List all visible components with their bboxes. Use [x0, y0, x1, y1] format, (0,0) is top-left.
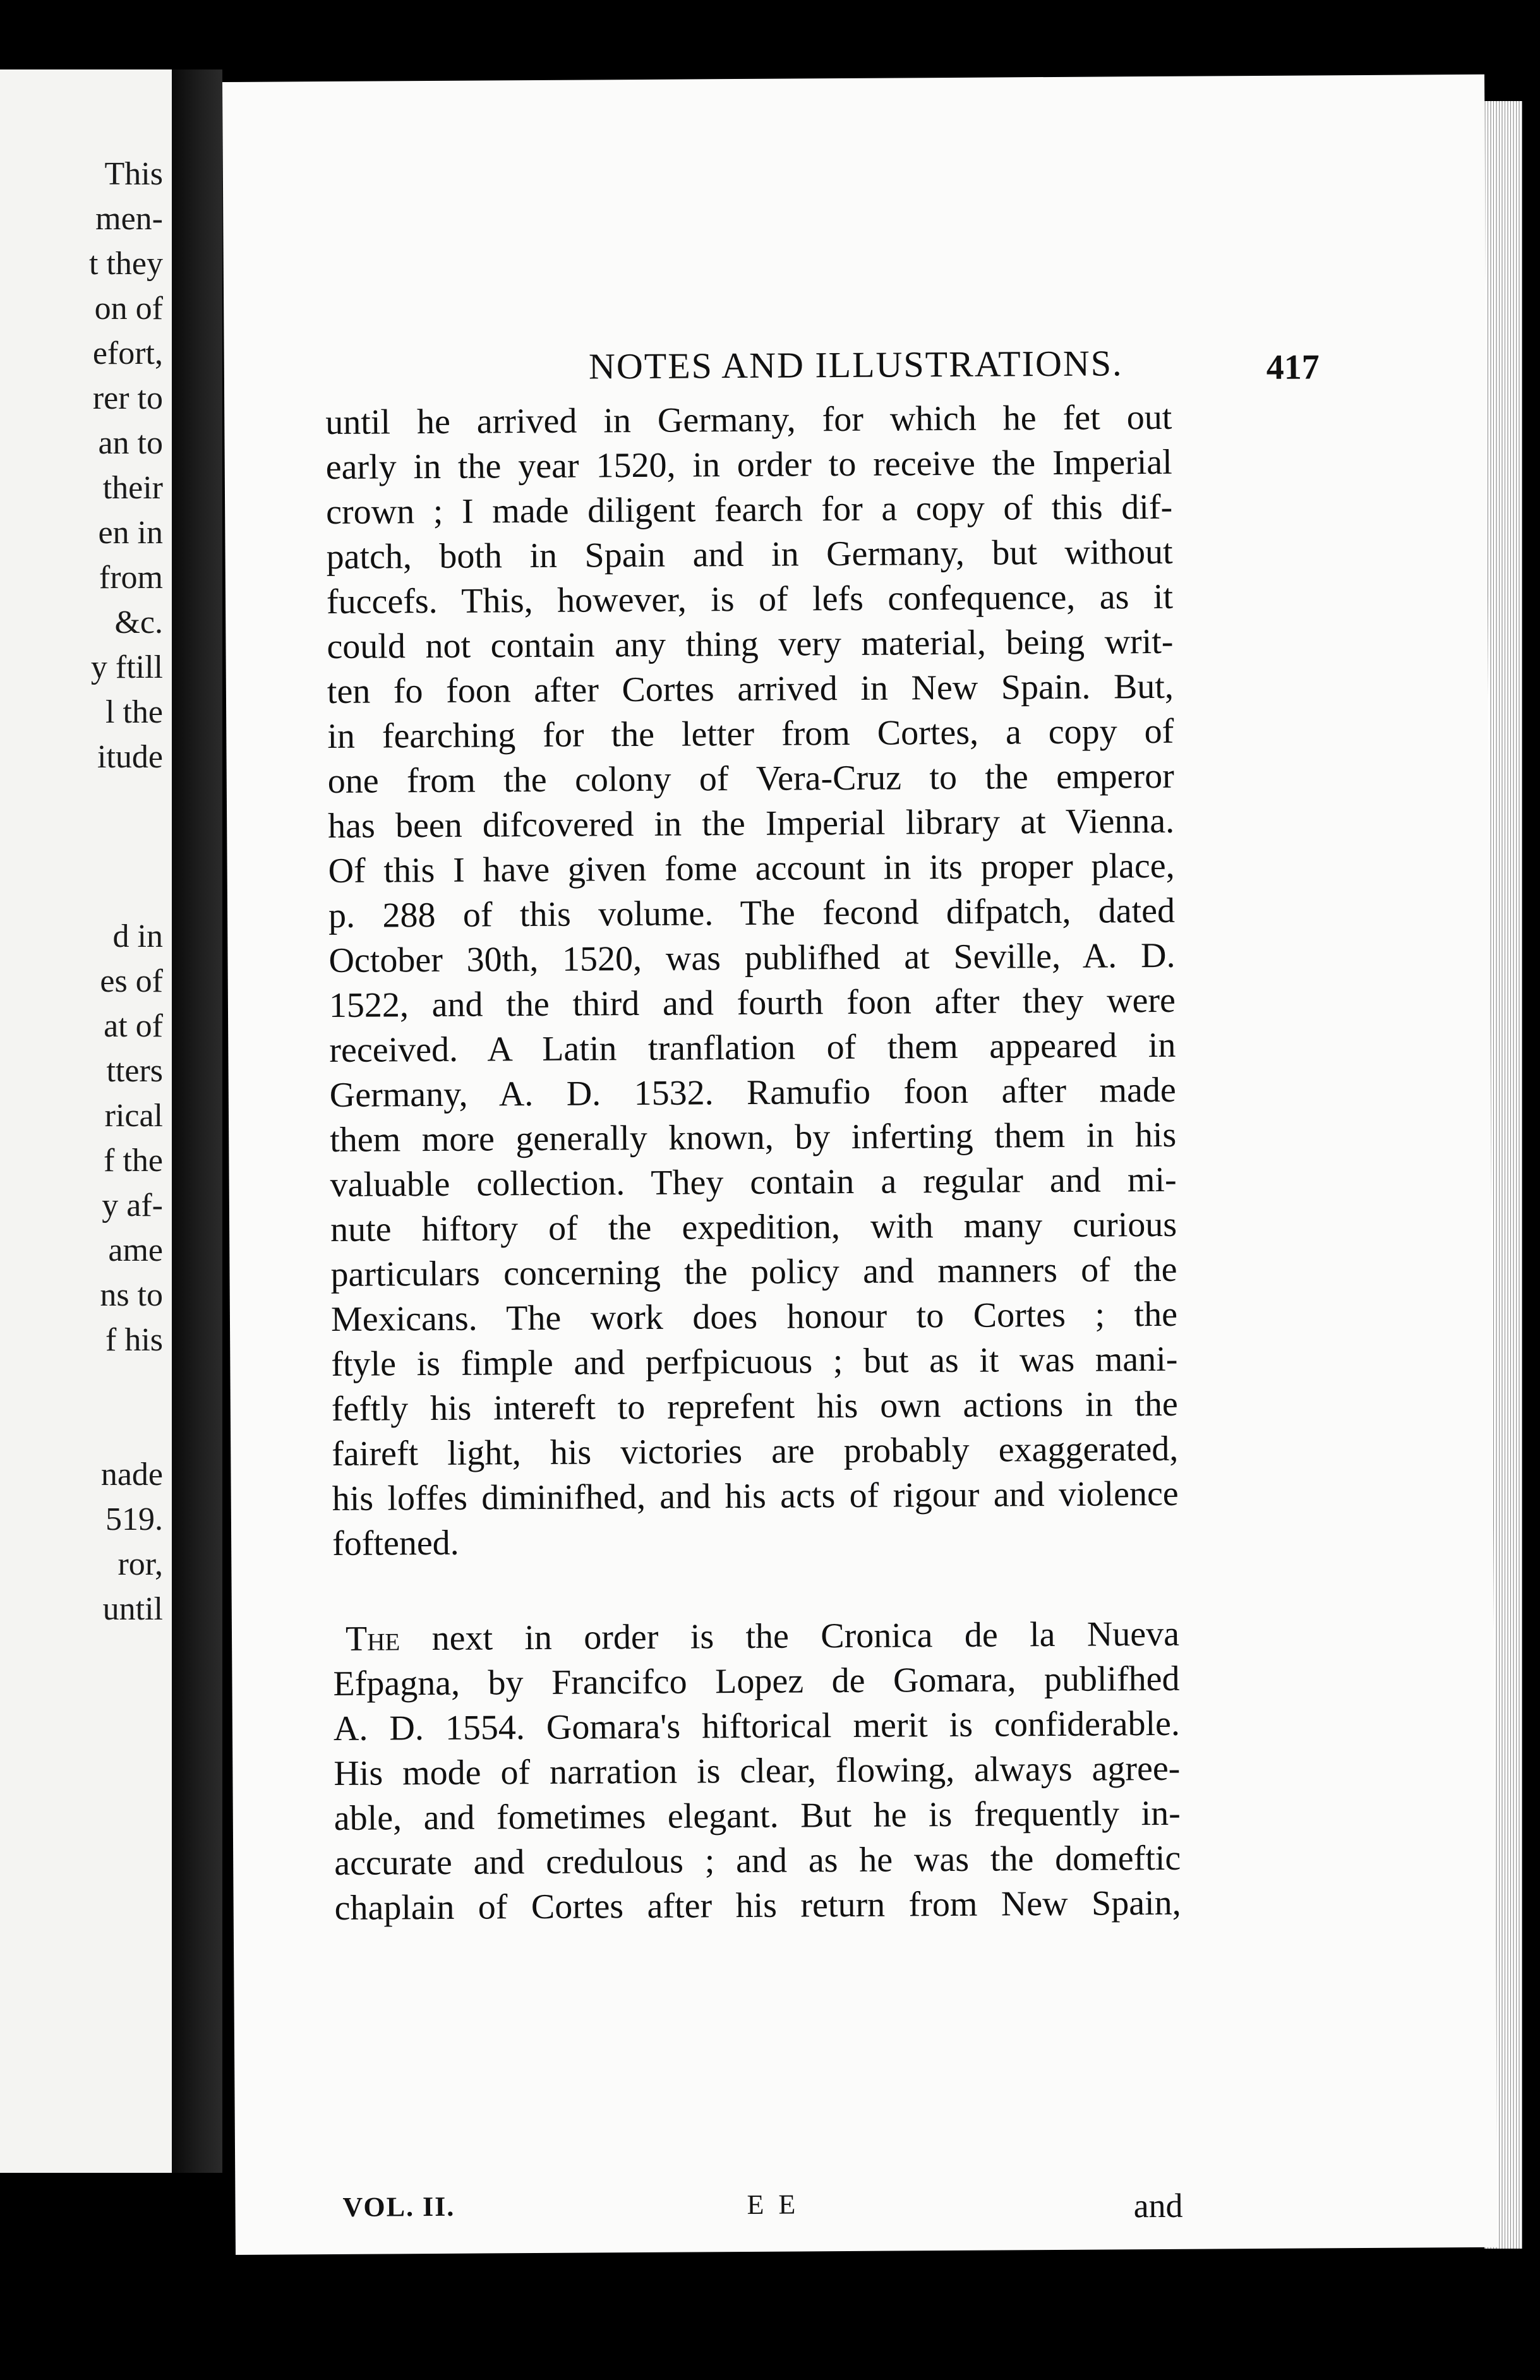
- text-line: Germany, A. D. 1532. Ramufio foon after made: [329, 1070, 1176, 1115]
- text-line: early in the year 1520, in order to receive the Imperial: [325, 442, 1172, 488]
- text-line: 1522, and the third and fourth foon after they were: [328, 980, 1176, 1025]
- text-line: A. D. 1554. Gomara's hiftorical merit is confiderable.: [333, 1704, 1181, 1748]
- facing-page-fragment: y ftill: [90, 649, 163, 685]
- text-line: chaplain of Cortes after his return from New Spain,: [334, 1883, 1181, 1928]
- page-number: 417: [1266, 347, 1320, 387]
- facing-page-fragment: until: [102, 1591, 163, 1627]
- paragraph-lead-word: The: [345, 1619, 400, 1659]
- facing-page-fragment: at of: [104, 1008, 163, 1044]
- facing-page-fragment: f his: [105, 1322, 163, 1358]
- facing-page-fragment: from: [99, 560, 163, 596]
- catchword: and: [1133, 2186, 1183, 2225]
- text-line: able, and fometimes elegant. But he is frequently in-: [334, 1793, 1181, 1838]
- page-footer: [342, 2186, 1182, 2229]
- text-line: Efpagna, by Francifco Lopez de Gomara, publifhed: [333, 1659, 1180, 1704]
- text-line: faireft light, his victories are probably exaggerated,: [332, 1429, 1179, 1474]
- text-line: p. 288 of this volume. The fecond difpatch, dated: [328, 891, 1176, 935]
- facing-page-fragment: efort,: [92, 335, 163, 371]
- text-line: has been difcovered in the Imperial library at Vienna.: [328, 801, 1175, 846]
- book-gutter: [172, 69, 222, 2173]
- facing-page-fragment: nade: [100, 1457, 163, 1493]
- facing-page-fragment: ns to: [100, 1277, 163, 1313]
- facing-page-fragment: rer to: [92, 380, 163, 416]
- facing-page-fragment: 519.: [105, 1501, 163, 1537]
- text-line: [333, 1612, 1179, 1662]
- facing-page-fragment: their: [102, 470, 163, 506]
- signature-mark: E E: [747, 2189, 800, 2220]
- text-line: patch, both in Spain and in Germany, but without: [326, 532, 1173, 577]
- text-line: until he arrived in Germany, for which he fet out: [325, 397, 1172, 443]
- facing-page-fragment: t they: [89, 246, 163, 282]
- text-line: accurate and credulous ; and as he was the domeftic: [334, 1838, 1181, 1883]
- facing-page-fragment: f the: [104, 1143, 163, 1179]
- facing-page-fragment: rical: [104, 1098, 163, 1134]
- text-line: could not contain any thing very material, being writ-: [327, 622, 1174, 667]
- text-line: received. A Latin tranflation of them appeared in: [329, 1025, 1176, 1070]
- facing-page-fragment: d in: [112, 918, 163, 954]
- paragraph-gap: [332, 1561, 1179, 1617]
- facing-page: [0, 69, 172, 2173]
- paragraph-1: [325, 395, 1179, 1566]
- text-line: in fearching for the letter from Cortes, a copy of: [327, 711, 1174, 757]
- text-line: one from the colony of Vera-Cruz to the emperor: [327, 756, 1174, 802]
- facing-page-fragment: men-: [95, 201, 163, 237]
- text-line: ten fo foon after Cortes arrived in New Spain. But,: [327, 666, 1174, 712]
- text-line: them more generally known, by inferting them in his: [330, 1115, 1177, 1160]
- text-line: valuable collection. They contain a regular and mi-: [330, 1160, 1177, 1205]
- text-line: Mexicans. The work does honour to Cortes ; the: [330, 1294, 1178, 1339]
- text-line: His mode of narration is clear, flowing, always agree-: [334, 1748, 1181, 1793]
- text-line: his loffes diminifhed, and his acts of rigour and violence: [332, 1474, 1179, 1518]
- facing-page-fragment: ame: [108, 1232, 163, 1268]
- facing-page-fragment: &c.: [114, 604, 163, 640]
- text-line-rest: next in order is the Cronica de la Nueva: [400, 1614, 1180, 1659]
- facing-page-fragment: l the: [105, 694, 163, 730]
- text-line: fuccefs. This, however, is of lefs confequence, as it: [326, 577, 1174, 622]
- facing-page-fragment: ror,: [117, 1546, 163, 1582]
- facing-page-fragment: This: [104, 156, 163, 192]
- text-line: particulars concerning the policy and manners of the: [330, 1249, 1177, 1294]
- facing-page-fragment: tters: [106, 1053, 163, 1089]
- facing-page-fragment: an to: [98, 425, 163, 461]
- facing-page-fragment: itude: [97, 739, 163, 775]
- facing-page-fragment: y af-: [102, 1187, 163, 1223]
- text-line: ftyle is fimple and perfpicuous ; but as it was mani-: [331, 1339, 1178, 1384]
- text-line: nute hiftory of the expedition, with many curious: [330, 1205, 1177, 1249]
- paragraph-2: [333, 1612, 1181, 1931]
- facing-page-fragment: en in: [98, 515, 163, 551]
- volume-mark: VOL. II.: [342, 2191, 455, 2223]
- running-head: NOTES AND ILLUSTRATIONS.: [588, 342, 1123, 387]
- text-line: October 30th, 1520, was publifhed at Seville, A. D.: [328, 935, 1176, 980]
- text-line: foftened.: [332, 1523, 459, 1563]
- text-line: crown ; I made diligent fearch for a copy of this dif-: [325, 487, 1173, 532]
- text-line: Of this I have given fome account in its proper place,: [328, 846, 1175, 891]
- book-page: [222, 75, 1498, 2255]
- facing-page-fragment: es of: [100, 963, 163, 999]
- facing-page-fragment: on of: [94, 291, 163, 327]
- body-text: [325, 395, 1181, 1931]
- text-line: feftly his intereft to reprefent his own actions in the: [331, 1384, 1179, 1429]
